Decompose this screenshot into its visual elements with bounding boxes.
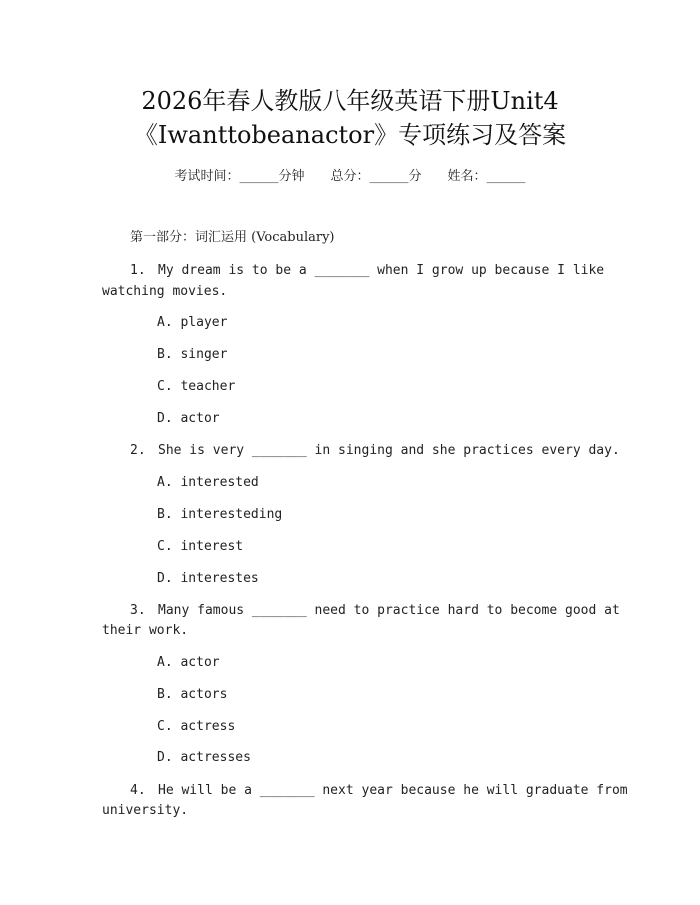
document-title-line-2: 《Iwanttobeanactor》专项练习及答案 xyxy=(133,121,567,149)
question-2-line-1 xyxy=(130,440,620,461)
question-2-text: She is very _______ in singing and she practices every day. xyxy=(158,443,620,458)
exam-meta xyxy=(0,168,700,186)
section-title: 第一部分：词汇运用 (Vocabulary) xyxy=(130,230,335,245)
question-2-option-a: A. interested xyxy=(157,475,259,490)
question-1-option-a: A. player xyxy=(157,315,228,330)
exam-time-field: 考试时间：______分钟 xyxy=(174,169,305,184)
document-title-line-1: 2026年春人教版八年级英语下册Unit4 xyxy=(141,87,559,115)
question-3-option-b: B. actors xyxy=(157,687,228,702)
question-2-option-d: D. interestes xyxy=(157,571,259,586)
question-3-option-d: D. actresses xyxy=(157,750,251,765)
exam-score-field: 总分：______分 xyxy=(330,169,422,184)
question-1-line-1 xyxy=(130,260,604,281)
question-3-option-c: C. actress xyxy=(157,719,236,734)
question-4-number: 4. xyxy=(130,783,146,798)
question-1-option-d: D. actor xyxy=(157,411,220,426)
question-1-text: My dream is to be a _______ when I grow up because I like xyxy=(158,263,605,278)
question-3-text: Many famous _______ need to practice hard to become good at xyxy=(158,603,620,618)
question-3-number: 3. xyxy=(130,603,146,618)
question-1-number: 1. xyxy=(130,263,146,278)
question-3-line-1 xyxy=(130,600,620,621)
question-4-text: He will be a _______ next year because he will graduate from xyxy=(158,783,628,798)
question-3-option-a: A. actor xyxy=(157,655,220,670)
exam-name-field: 姓名：______ xyxy=(447,169,526,184)
question-1-line-2: watching movies. xyxy=(102,284,228,299)
question-3-line-2: their work. xyxy=(102,623,189,638)
question-1-option-c: C. teacher xyxy=(157,379,236,394)
question-2-option-b: B. interesteding xyxy=(157,507,283,522)
question-2-option-c: C. interest xyxy=(157,539,244,554)
question-2-number: 2. xyxy=(130,443,146,458)
question-4-line-1 xyxy=(130,780,628,801)
question-4-line-2: university. xyxy=(102,803,189,818)
question-1-option-b: B. singer xyxy=(157,347,228,362)
